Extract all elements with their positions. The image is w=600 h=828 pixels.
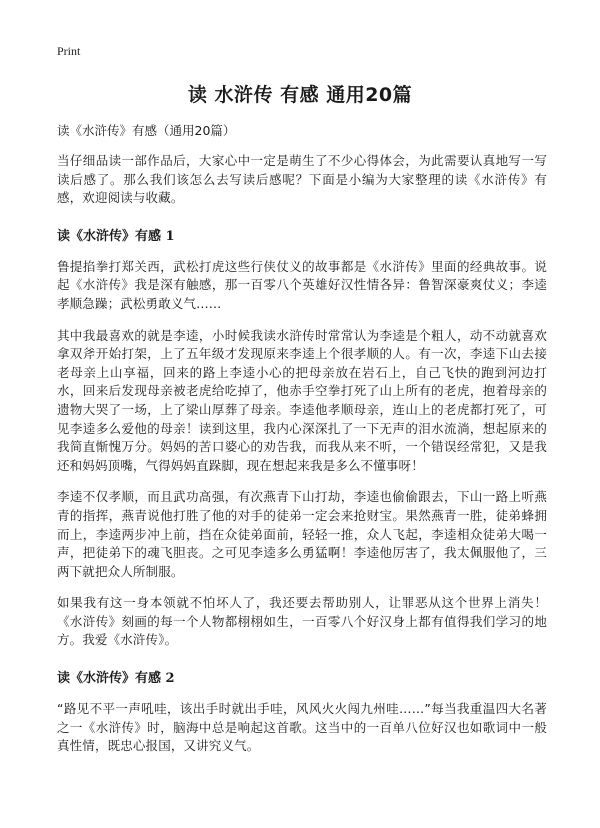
intro-paragraph: 当仔细品读一部作品后，大家心中一定是萌生了不少心得体会，为此需要认真地写一写读后感了。那么我们该怎么去写读后感呢？下面是小编为大家整理的读《水浒传》有感，欢迎阅读与收藏。 (57, 153, 547, 206)
section-heading: 读《水浒传》有感 2 (57, 671, 175, 687)
paragraph: 其中我最喜欢的就是李逵，小时候我读水浒传时常常认为李逵是个粗人，动不动就喜欢拿双斧开始打架，上了五年级才发现原来李逵上个很孝顺的人。有一次，李逵下山去接老母亲上山享福，回来的路上李逵小心的把母亲放在岩石上，自己飞快的跑到河边打水，回来后发现母亲被老虎给吃掉了，他赤手空拳打死了山上所有的老虎，抱着母亲的遗物大哭了一场，上了梁山厚葬了母亲。李逵他孝顺母亲，连山上的老虎都打死了，可见李逵多么爱他的母亲！读到这里，我内心深深扎了一下无声的泪水流淌，想起原来的我简直惭愧万分。妈妈的苦口婆心的劝告我，而我从来不听，一个错误经常犯，又是我还和妈妈顶嘴，气得妈妈直跺脚，现在想起来我是多么不懂事呀！ (57, 327, 547, 473)
document-body (57, 122, 547, 769)
paragraph: 鲁提掐拳打郑关西，武松打虎这些行侠仗义的故事都是《水浒传》里面的经典故事。说起《水浒传》我是深有触感，那一百零八个英雄好汉性情各异：鲁智深豪爽仗义；李逵孝顺急躁；武松勇敢义气…… (57, 258, 547, 311)
paragraph: 李逵不仅孝顺，而且武功高强，有次燕青下山打劫，李逵也偷偷跟去，下山一路上听燕青的指挥，燕青说他打胜了他的对手的徒弟一定会来抢财宝。果然燕青一胜，徒弟蜂拥而上，李逵两步冲上前，挡在众徒弟面前，轻轻一推，众人飞起，李逵相众徒弟大喝一声，把徒弟下的魂飞胆丧。之可见李逵多么勇猛啊！李逵他厉害了，我太佩服他了，三两下就把众人所制服。 (57, 489, 547, 579)
paragraph: 如果我有这一身本领就不怕坏人了，我还要去帮助别人，让罪恶从这个世界上消失！《水浒传》刻画的每一个人物都栩栩如生，一百零八个好汉身上都有值得我们学习的地方。我爱《水浒传》。 (57, 595, 547, 648)
document-subtitle: 读《水浒传》有感（通用20篇） (57, 123, 236, 138)
paragraph: “路见不平一声吼哇，该出手时就出手哇，风风火火闯九州哇……”每当我重温四大名著之一《水浒传》时，脑海中总是响起这首歌。这当中的一百单八位好汉也如歌词中一般真性情，既忠心报国，又讲究义气。 (57, 701, 547, 754)
document-title: 读 水浒传 有感 通用20篇 (187, 84, 413, 106)
print-link[interactable]: Print (57, 44, 81, 58)
section-heading: 读《水浒传》有感 1 (57, 228, 175, 244)
